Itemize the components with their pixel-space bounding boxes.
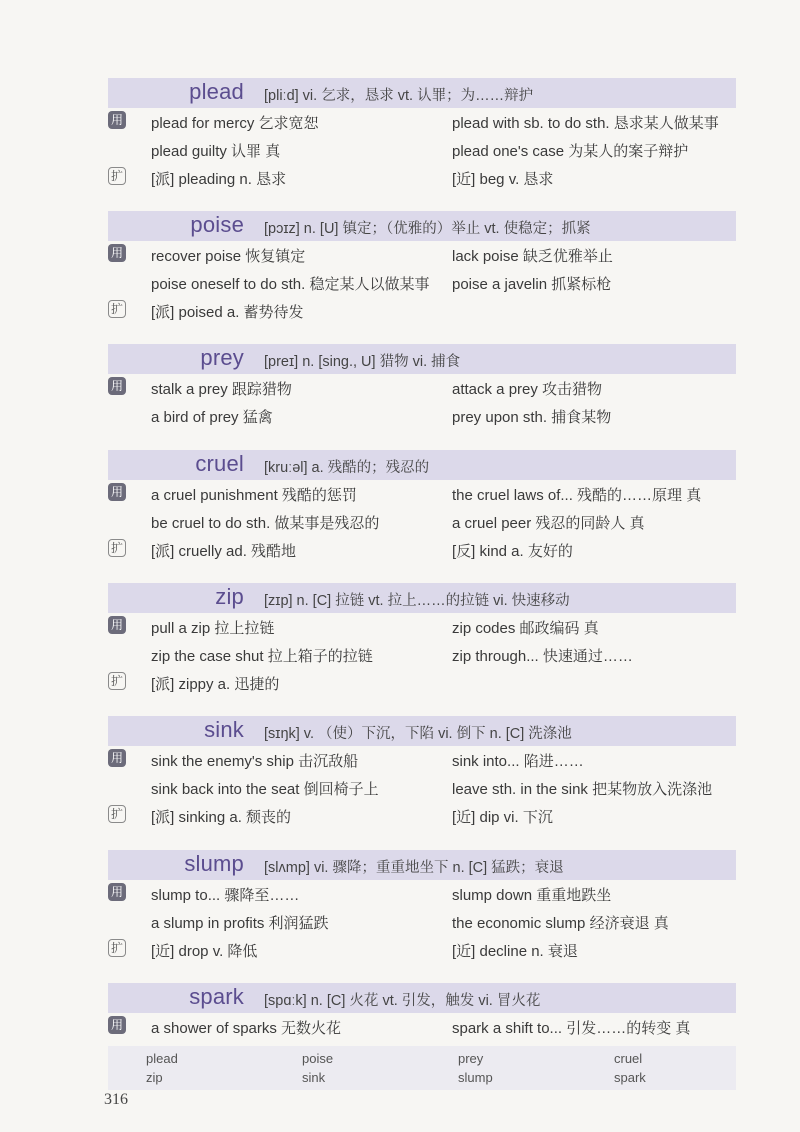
extension-tag-icon: 扩 — [108, 805, 126, 823]
phrase: pull a zip 拉上拉链 — [151, 620, 275, 637]
entry-slump — [108, 850, 736, 964]
phrase: the cruel laws of... 残酷的……原理 真 — [452, 487, 702, 504]
entry-header — [108, 78, 736, 108]
phrase: plead with sb. to do sth. 恳求某人做某事 — [452, 115, 719, 132]
headword: poise — [190, 212, 244, 237]
usage-row — [108, 908, 736, 936]
definition: [zɪp] n. [C] 拉链 vt. 拉上……的拉链 vi. 快速移动 — [264, 593, 570, 609]
usage-row — [108, 241, 736, 269]
phrase: [派] pleading n. 恳求 — [151, 171, 287, 188]
extension-row — [108, 669, 736, 697]
phrase: [派] zippy a. 迅捷的 — [151, 676, 280, 693]
index-word: zip — [146, 1070, 163, 1085]
phrase: be cruel to do sth. 做某事是残忍的 — [151, 515, 380, 532]
extension-row — [108, 164, 736, 192]
index-word: cruel — [614, 1051, 643, 1066]
phrase: zip codes 邮政编码 真 — [452, 620, 599, 637]
phrase: poise a javelin 抓紧标枪 — [452, 276, 612, 293]
phrase: leave sth. in the sink 把某物放入洗涤池 — [452, 781, 713, 798]
usage-tag-icon: 用 — [108, 111, 126, 129]
phrase: [近] beg v. 恳求 — [452, 171, 554, 188]
phrase: slump down 重重地跌坐 — [452, 887, 612, 904]
definition: [kruːəl] a. 残酷的；残忍的 — [264, 460, 430, 476]
usage-row — [108, 402, 736, 430]
phrase: plead guilty 认罪 真 — [151, 143, 281, 160]
usage-row — [108, 374, 736, 402]
extension-row — [108, 536, 736, 564]
index-word: prey — [458, 1051, 484, 1066]
phrase: a cruel punishment 残酷的惩罚 — [151, 487, 357, 504]
phrase: [反] kind a. 友好的 — [452, 543, 573, 560]
phrase: sink the enemy's ship 击沉敌船 — [151, 753, 359, 770]
headword: slump — [184, 851, 244, 876]
phrase: lack poise 缺乏优雅举止 — [452, 248, 613, 265]
phrase: [近] drop v. 降低 — [151, 943, 258, 960]
phrase: [派] cruelly ad. 残酷地 — [151, 543, 297, 560]
usage-tag-icon: 用 — [108, 1016, 126, 1034]
extension-tag-icon: 扩 — [108, 939, 126, 957]
usage-row — [108, 136, 736, 164]
phrase: zip the case shut 拉上箱子的拉链 — [151, 648, 373, 665]
extension-tag-icon: 扩 — [108, 539, 126, 557]
usage-row — [108, 774, 736, 802]
word-index — [108, 1046, 736, 1090]
usage-tag-icon: 用 — [108, 616, 126, 634]
entry-header — [108, 850, 736, 880]
usage-tag-icon: 用 — [108, 749, 126, 767]
phrase: [派] poised a. 蓄势待发 — [151, 304, 304, 321]
entry-header — [108, 983, 736, 1013]
usage-row — [108, 613, 736, 641]
usage-tag-icon: 用 — [108, 244, 126, 262]
phrase: plead for mercy 乞求宽恕 — [151, 115, 319, 132]
extension-row — [108, 297, 736, 325]
usage-tag-icon: 用 — [108, 883, 126, 901]
page-number: 316 — [104, 1091, 128, 1108]
entry-prey — [108, 344, 736, 430]
phrase: poise oneself to do sth. 稳定某人以做某事 — [151, 276, 430, 293]
phrase: attack a prey 攻击猎物 — [452, 381, 603, 398]
usage-row — [108, 480, 736, 508]
entry-poise — [108, 211, 736, 325]
usage-row — [108, 108, 736, 136]
headword: plead — [189, 79, 244, 104]
headword: cruel — [195, 451, 244, 476]
headword: zip — [215, 584, 244, 609]
phrase: plead one's case 为某人的案子辩护 — [452, 143, 689, 160]
index-word: poise — [302, 1051, 334, 1066]
definition: [slʌmp] vi. 骤降；重重地坐下 n. [C] 猛跌；衰退 — [264, 860, 564, 876]
entry-zip — [108, 583, 736, 697]
phrase: a cruel peer 残忍的同龄人 真 — [452, 515, 645, 532]
headword: sink — [204, 717, 244, 742]
phrase: a shower of sparks 无数火花 — [151, 1020, 342, 1037]
entry-cruel — [108, 450, 736, 564]
phrase: [近] decline n. 衰退 — [452, 943, 578, 960]
extension-row — [108, 802, 736, 830]
entry-sink — [108, 716, 736, 830]
extension-tag-icon: 扩 — [108, 300, 126, 318]
entry-header — [108, 716, 736, 746]
index-word: spark — [614, 1070, 646, 1085]
entry-header — [108, 450, 736, 480]
entry-header — [108, 344, 736, 374]
usage-row — [108, 508, 736, 536]
usage-tag-icon: 用 — [108, 377, 126, 395]
usage-row — [108, 641, 736, 669]
usage-row — [108, 269, 736, 297]
phrase: the economic slump 经济衰退 真 — [452, 915, 669, 932]
definition: [preɪ] n. [sing., U] 猎物 vi. 捕食 — [264, 354, 461, 370]
definition: [spɑːk] n. [C] 火花 vt. 引发，触发 vi. 冒火花 — [264, 993, 541, 1009]
extension-tag-icon: 扩 — [108, 167, 126, 185]
definition: [sɪŋk] v. （使）下沉，下陷 vi. 倒下 n. [C] 洗涤池 — [264, 726, 572, 742]
phrase: [近] dip vi. 下沉 — [452, 809, 553, 826]
entry-header — [108, 211, 736, 241]
headword: prey — [200, 345, 244, 370]
index-word: sink — [302, 1070, 326, 1085]
phrase: recover poise 恢复镇定 — [151, 248, 306, 265]
phrase: zip through... 快速通过…… — [452, 648, 633, 665]
index-word: slump — [458, 1070, 493, 1085]
entry-header — [108, 583, 736, 613]
phrase: a slump in profits 利润猛跌 — [151, 915, 329, 932]
phrase: spark a shift to... 引发……的转变 真 — [452, 1020, 691, 1037]
definition: [pliːd] vi. 乞求，恳求 vt. 认罪；为……辩护 — [264, 88, 534, 104]
phrase: a bird of prey 猛禽 — [151, 409, 273, 426]
extension-tag-icon: 扩 — [108, 672, 126, 690]
entry-spark — [108, 983, 736, 1041]
index-word: plead — [146, 1051, 178, 1066]
phrase: slump to... 骤降至…… — [151, 887, 300, 904]
phrase: sink back into the seat 倒回椅子上 — [151, 781, 379, 798]
phrase: sink into... 陷进…… — [452, 753, 584, 770]
phrase: stalk a prey 跟踪猎物 — [151, 381, 292, 398]
phrase: [派] sinking a. 颓丧的 — [151, 809, 292, 826]
phrase: prey upon sth. 捕食某物 — [452, 409, 612, 426]
definition: [pɔɪz] n. [U] 镇定；（优雅的）举止 vt. 使稳定；抓紧 — [264, 221, 591, 237]
extension-row — [108, 936, 736, 964]
usage-row — [108, 746, 736, 774]
usage-row — [108, 880, 736, 908]
entry-plead — [108, 78, 736, 192]
usage-tag-icon: 用 — [108, 483, 126, 501]
headword: spark — [189, 984, 244, 1009]
usage-row — [108, 1013, 736, 1041]
